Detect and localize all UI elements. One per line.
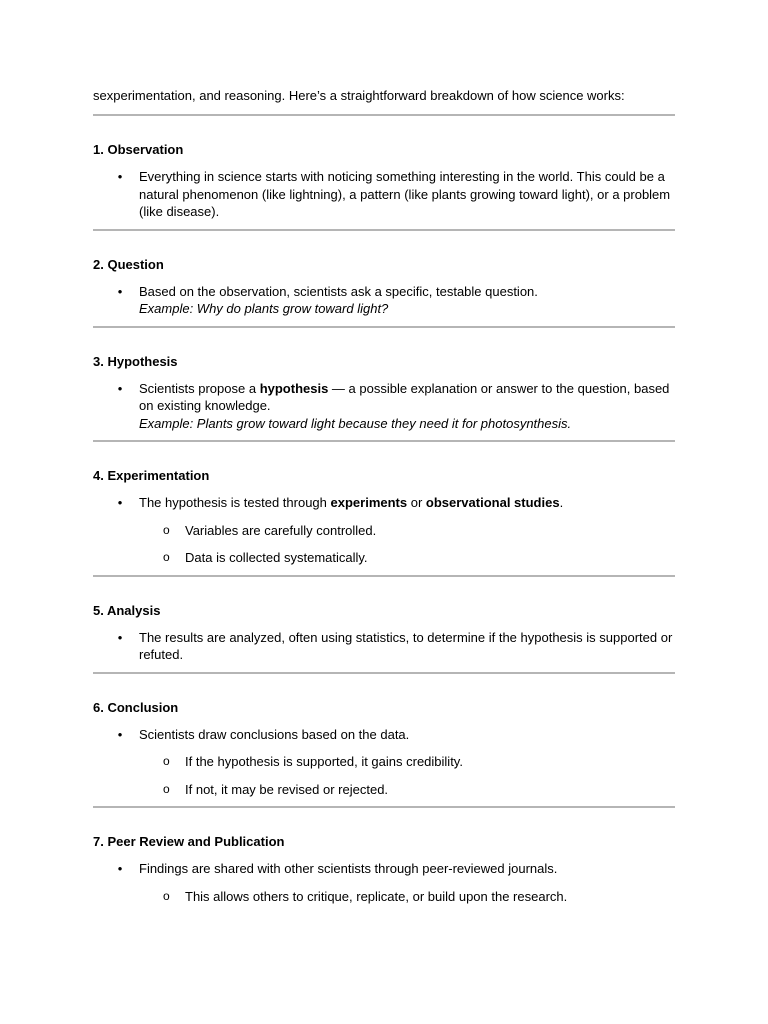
section-conclusion [93,674,675,807]
example-text: Example: Why do plants grow toward light? [139,301,389,316]
bullet-marker: • [117,380,123,396]
bullet-text-pre: The hypothesis is tested through [139,495,331,510]
bullet-text-pre: Scientists propose a [139,380,260,396]
section-heading: 1. Observation [93,142,184,157]
section-heading: 6. Conclusion [93,699,179,715]
section-heading: 3. Hypothesis [93,353,178,369]
sub-list-item [139,549,675,567]
section-heading: 7. Peer Review and Publication [93,834,285,849]
sub-bullet-marker: o [163,522,170,537]
sub-list [139,753,675,798]
example-text: Example: Plants grow toward light because they need it for photosynthesis. [139,415,572,431]
section-question [93,231,675,326]
bullet-text-post: . [559,495,564,510]
section-heading: 5. Analysis [93,602,161,618]
sub-list-item [139,888,675,906]
bullet-list [93,380,675,433]
bullet-list [93,494,675,567]
sub-list-item [139,781,675,799]
bullet-text: The results are analyzed, often using statistics, to determine if the hypothesis is supported or refuted. [139,629,673,662]
bullet-marker: • [117,726,123,742]
sub-bullet-marker: o [163,781,170,796]
sub-bullet-text: Variables are carefully controlled. [185,522,377,538]
section-analysis [93,577,675,672]
bullet-text: Based on the observation, scientists ask a specific, testable question. [139,283,538,299]
section-peer-review [93,808,675,913]
list-item [93,860,675,905]
sub-list-item [139,522,675,540]
section-heading: 4. Experimentation [93,468,210,483]
bullet-text: Everything in science starts with noticing something interesting in the world. This could be a natural phenomenon (like lightning), a pattern (like plants growing toward light), or a problem (like disease). [139,169,671,219]
section-heading: 2. Question [93,256,164,272]
bullet-marker: • [117,169,123,184]
bullet-marker: • [117,283,123,299]
sub-bullet-marker: o [163,754,170,768]
list-item [93,629,675,664]
sub-list [139,522,675,567]
bullet-text-bold: observational studies [425,495,560,510]
list-item [93,283,675,318]
sub-list [139,888,675,906]
sub-list-item [139,753,675,771]
bullet-text-mid: or [407,495,426,510]
sub-bullet-text: If the hypothesis is supported, it gains credibility. [185,754,463,769]
bullet-marker: • [117,629,123,645]
bullet-list [93,860,675,905]
document-page [93,85,675,913]
section-experimentation [93,442,675,575]
sub-bullet-marker: o [163,550,170,564]
sub-bullet-marker: o [163,888,170,903]
bullet-text-bold: hypothesis [259,380,329,396]
section-observation [93,116,675,229]
bullet-list [93,283,675,318]
list-item [93,494,675,567]
bullet-list [93,726,675,799]
sub-bullet-text: Data is collected systematically. [185,550,368,565]
bullet-text-bold: experiments [330,495,408,510]
bullet-list [93,168,675,221]
list-item [93,380,675,433]
list-item [93,726,675,799]
bullet-text: Findings are shared with other scientists through peer-reviewed journals. [139,861,558,876]
bullet-text-post: — a possible explanation or answer to the question, based on existing knowledge. [139,380,670,413]
sub-bullet-text: This allows others to critique, replicate, or build upon the research. [185,888,568,904]
bullet-marker: • [117,861,123,876]
sub-bullet-text: If not, it may be revised or rejected. [185,781,389,797]
section-hypothesis [93,328,675,441]
bullet-text: Scientists draw conclusions based on the data. [139,726,410,742]
bullet-list [93,629,675,664]
list-item [93,168,675,221]
bullet-marker: • [117,495,123,510]
intro-text: sexperimentation, and reasoning. Here’s a straightforward breakdown of how science works: [93,88,625,103]
